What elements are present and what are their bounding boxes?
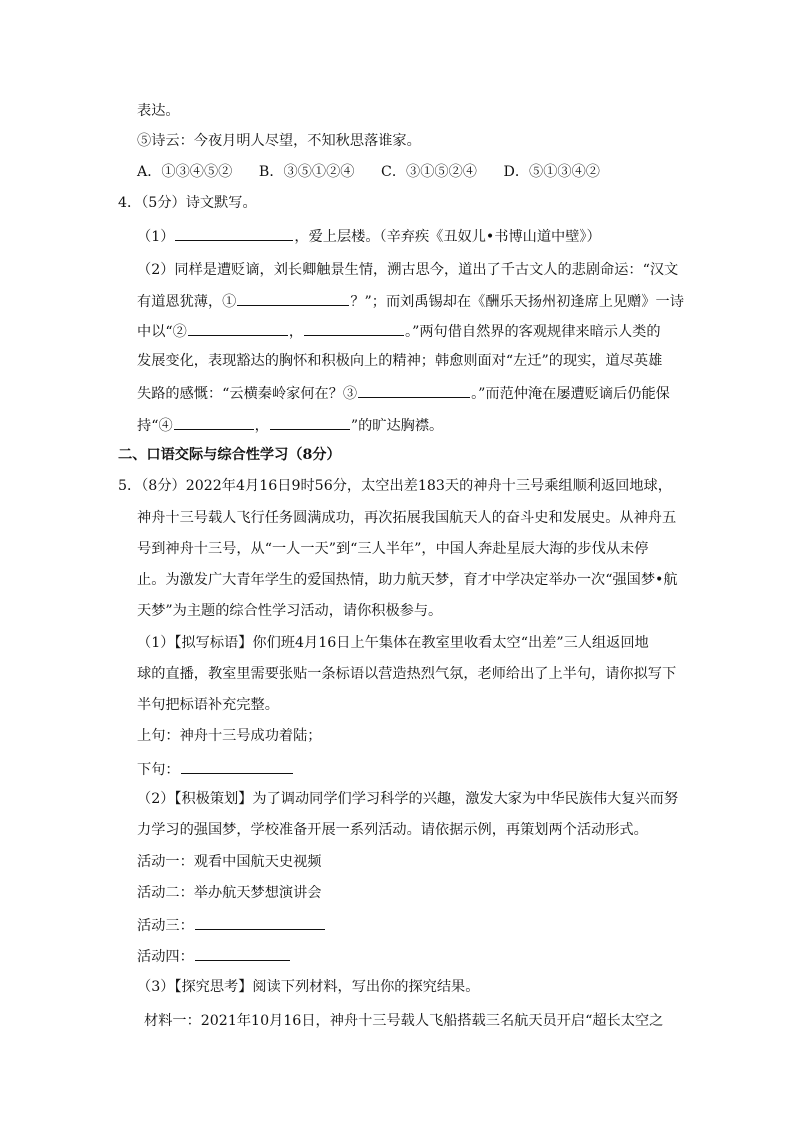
option-c: C．③①⑤②④ (380, 164, 477, 180)
line-text: 半句把标语补充完整。 (137, 697, 279, 713)
line-text: ， (254, 418, 269, 434)
line-text: 中以“② (137, 324, 187, 340)
line-text: （2）【积极策划】为了调动同学们学习科学的兴趣，激发大家为中华民族伟大复兴而努 (137, 791, 679, 807)
line-text: ⑤诗云：今夜月明人尽望，不知秋思落谁家。 (137, 133, 421, 149)
text-line (137, 633, 649, 653)
option-d: D．⑤①③④② (503, 164, 600, 180)
line-text: （1）【拟写标语】你们班4月16日上午集体在教室里收看太空“出差”三人组返回地 (137, 635, 649, 651)
fill-blank[interactable] (175, 225, 293, 241)
line-text: 天梦”为主题的综合性学习活动，请你积极参与。 (137, 603, 443, 619)
text-line (137, 695, 279, 715)
line-text: 。”而范仲淹在屡遭贬谪后仍能保 (471, 386, 670, 402)
line-text: 活动二：举办航天梦想演讲会 (137, 885, 322, 901)
line-text: 神舟十三号载人飞行任务圆满成功，再次拓展我国航天人的奋斗史和发展史。从神舟五 (137, 510, 677, 526)
text-line (137, 945, 291, 967)
fill-blank[interactable] (188, 320, 288, 336)
fill-blank[interactable] (174, 414, 254, 430)
text-line (137, 131, 421, 151)
line-text: 活动三： (137, 918, 194, 934)
text-line (137, 351, 662, 371)
line-text: 号到神舟十三号，从“一人一天”到“三人半年”，中国人奔赴星辰大海的步伐从未停 (137, 541, 649, 557)
question-4-1 (137, 225, 601, 247)
fill-blank[interactable] (181, 758, 293, 774)
text-line (137, 320, 661, 342)
fill-blank[interactable] (195, 914, 325, 930)
line-text: 下句： (137, 762, 180, 778)
line-text: ，爱上层楼。（辛弃疾《丑奴儿•书博山道中壁》） (294, 229, 601, 245)
text-line (137, 977, 479, 997)
line-text: 失路的感慨：“云横秦岭家何在？③ (137, 386, 358, 402)
text-line (137, 508, 676, 528)
line-text: 力学习的强国梦，学校准备开展一系列活动。请依据示例，再策划两个活动形式。 (137, 822, 648, 838)
line-text: 活动一：观看中国航天史视频 (137, 854, 322, 870)
text-line (118, 476, 672, 496)
question-4-heading (118, 193, 257, 213)
section-2-heading (118, 445, 341, 465)
fill-blank[interactable] (358, 382, 470, 398)
fill-blank[interactable] (195, 945, 290, 961)
option-a: A．①③④⑤② (137, 164, 233, 180)
line-text: ， (288, 324, 304, 340)
fill-blank[interactable] (304, 320, 404, 336)
line-text: 有道恩犹薄，① (137, 294, 237, 310)
line-text: 发展变化，表现豁达的胸怀和积极向上的精神；韩愈则面对“左迁”的现实，道尽英雄 (137, 353, 663, 369)
line-text: 材料一：2021年10月16日，神舟十三号载人飞船搭载三名航天员开启“超长太空之 (144, 1013, 664, 1029)
line-text: ”的旷达胸襟。 (350, 418, 444, 434)
line-text: 5．（8分）2022年4月16日9时56分，太空出差183天的神舟十三号乘组顺利返回地球， (118, 478, 672, 494)
line-text: （1） (137, 229, 175, 245)
text-line (137, 726, 321, 746)
text-line (137, 570, 678, 590)
line-text: 止。为激发广大青年学生的爱国热情，助力航天梦，育才中学决定举办一次“强国梦•航 (137, 572, 678, 588)
text-line (137, 382, 670, 404)
text-line (137, 601, 442, 621)
line-text: （3）【探究思考】阅读下列材料，写出你的探究结果。 (137, 979, 480, 995)
text-line (137, 414, 443, 436)
fill-blank[interactable] (237, 290, 349, 306)
line-text: 球的直播，教室里需要张贴一条标语以营造热烈气氛，老师给出了上半句，请你拟写下 (137, 666, 677, 682)
text-line (137, 758, 294, 780)
line-text: 。”两句借自然界的客观规律来暗示人类的 (405, 324, 661, 340)
text-line (137, 664, 676, 684)
text-line (137, 789, 678, 809)
text-line (137, 852, 321, 872)
text-line (137, 290, 684, 312)
section-title: 二、口语交际与综合性学习（8分） (118, 447, 341, 463)
text-line (137, 883, 321, 903)
text-line (137, 820, 648, 840)
text-line (137, 260, 678, 280)
text-line (137, 539, 648, 559)
line-text: 持“④ (137, 418, 173, 434)
option-b: B．③⑤①②④ (258, 164, 355, 180)
question-text: 4．（5分）诗文默写。 (118, 195, 257, 211)
fill-blank[interactable] (270, 414, 350, 430)
text-line (144, 1011, 663, 1031)
answer-options (137, 162, 600, 182)
line-text: 表达。 (137, 103, 180, 119)
text-line (137, 914, 326, 936)
text-line (137, 101, 180, 121)
line-text: （2）同样是遭贬谪，刘长卿触景生情，溯古思今，道出了千古文人的悲剧命运：“汉文 (137, 262, 679, 278)
line-text: 上句：神舟十三号成功着陆； (137, 728, 322, 744)
line-text: 活动四： (137, 949, 194, 965)
line-text: ？”；而刘禹锡却在《酬乐天扬州初逢席上见赠》一诗 (350, 294, 684, 310)
